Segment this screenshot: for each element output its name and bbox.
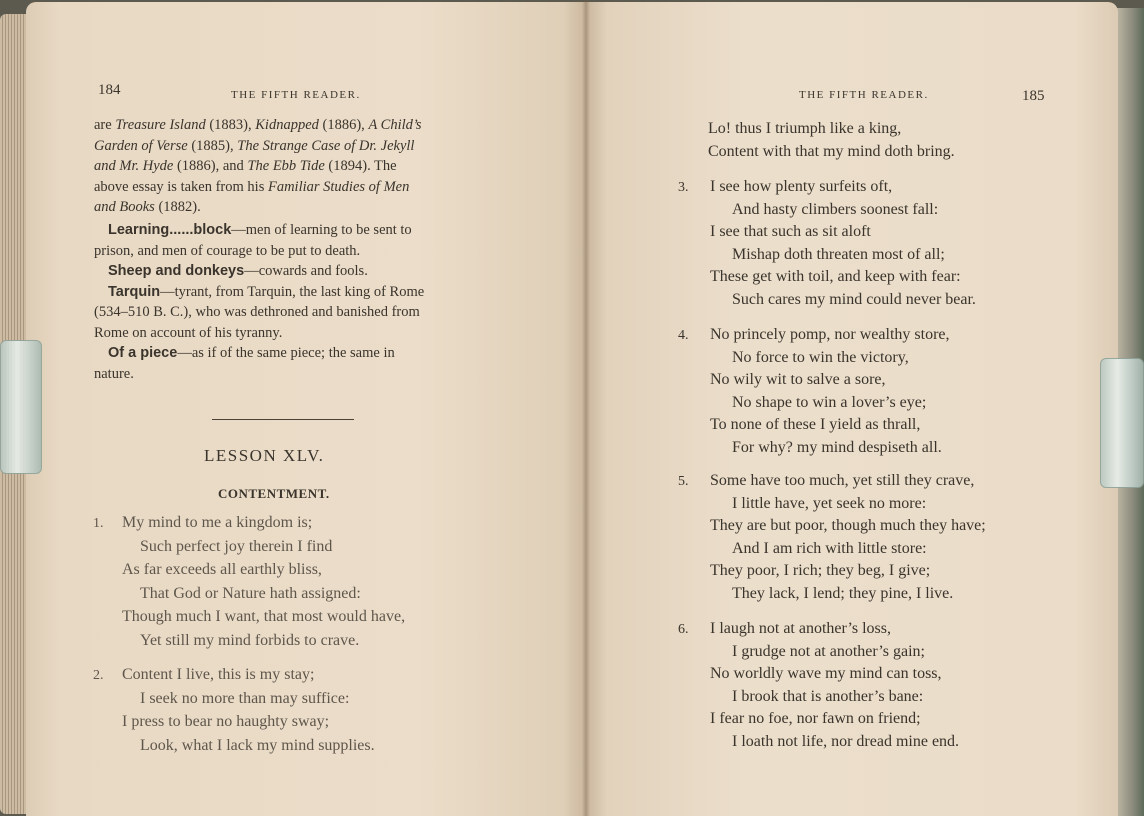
paragraph-line: and Mr. Hyde (1886), and The Ebb Tide (1894). The	[94, 158, 397, 174]
note-line: Sheep and donkeys—cowards and fools.	[108, 263, 368, 279]
verse-line: I see how plenty surfeits oft,	[710, 178, 893, 195]
lesson-title: LESSON XLV.	[204, 446, 325, 465]
verse-line: And I am rich with little store:	[732, 539, 927, 557]
verse-line: Yet still my mind forbids to crave.	[140, 631, 360, 649]
right-page	[586, 2, 1118, 816]
verse-line: Lo! thus I triumph like a king,	[708, 120, 902, 137]
verse-line: They poor, I rich; they beg, I give;	[710, 562, 931, 579]
verse-line: Look, what I lack my mind supplies.	[140, 736, 375, 754]
verse-line: No worldly wave my mind can toss,	[710, 665, 942, 682]
verse-line: Though much I want, that most would have,	[122, 608, 406, 625]
verse-line: I little have, yet seek no more:	[732, 494, 927, 512]
verse-line: Content with that my mind doth bring.	[708, 143, 955, 160]
lesson-subtitle: CONTENTMENT.	[218, 486, 330, 501]
left-page-number: 184	[98, 82, 121, 98]
left-page	[26, 2, 586, 816]
verse-line: That God or Nature hath assigned:	[140, 584, 361, 602]
note-term: Sheep and donkeys	[108, 263, 245, 279]
verse-line: No wily wit to salve a sore,	[710, 371, 886, 388]
verse-line: No force to win the victory,	[732, 348, 909, 366]
stanza-number: 4.	[678, 328, 689, 343]
verse-line: No princely pomp, nor wealthy store,	[710, 326, 950, 343]
verse-line: I seek no more than may suffice:	[140, 689, 350, 707]
verse-line: I laugh not at another’s loss,	[710, 620, 892, 637]
right-page-number: 185	[1022, 88, 1045, 104]
stanza-number: 5.	[678, 474, 689, 489]
paragraph-line: Garden of Verse (1885), The Strange Case of Dr. Jekyll	[94, 137, 415, 154]
stanza-number: 2.	[93, 668, 104, 683]
note-line: prison, and men of courage to be put to death.	[94, 242, 361, 259]
paragraph-line: are Treasure Island (1883), Kidnapped (1886), A Child’s	[94, 117, 422, 133]
verse-line: No shape to win a lover’s eye;	[732, 393, 927, 411]
verse-line: For why? my mind despiseth all.	[732, 438, 942, 456]
note-line: nature.	[94, 365, 134, 382]
verse-line: Mishap doth threaten most of all;	[732, 245, 945, 263]
section-divider	[212, 419, 354, 420]
note-term: Learning......block	[108, 222, 232, 238]
verse-line: I grudge not at another’s gain;	[732, 642, 925, 660]
verse-line: My mind to me a kingdom is;	[122, 514, 313, 531]
verse-line: Some have too much, yet still they crave,	[710, 472, 975, 489]
stanza-number: 1.	[93, 516, 104, 531]
paragraph-line: above essay is taken from his Familiar Studies of Men	[94, 178, 410, 195]
verse-line: I press to bear no haughty sway;	[122, 713, 330, 730]
note-line: Of a piece—as if of the same piece; the same in	[108, 345, 395, 361]
page-clip-left	[0, 340, 42, 474]
note-line: Tarquin—tyrant, from Tarquin, the last king of Rome	[108, 283, 425, 300]
book-gutter	[582, 0, 590, 816]
note-line: (534–510 B. C.), who was dethroned and banished from	[94, 304, 420, 320]
stanza-number: 3.	[678, 180, 689, 195]
verse-line: They are but poor, though much they have;	[710, 517, 986, 534]
left-running-head: THE FIFTH READER.	[231, 89, 361, 101]
verse-line: Such perfect joy therein I find	[140, 537, 333, 555]
verse-line: Content I live, this is my stay;	[122, 666, 315, 683]
verse-line: I loath not life, nor dread mine end.	[732, 732, 960, 750]
verse-line: I fear no foe, nor fawn on friend;	[710, 710, 921, 727]
verse-line: I brook that is another’s bane:	[732, 687, 924, 705]
verse-line: To none of these I yield as thrall,	[710, 416, 921, 433]
note-term: Of a piece	[108, 345, 178, 361]
paragraph-line: and Books (1882).	[94, 199, 201, 215]
right-running-head: THE FIFTH READER.	[799, 89, 929, 101]
note-line: Learning......block—men of learning to be sent to	[108, 222, 412, 238]
verse-line: These get with toil, and keep with fear:	[710, 268, 961, 285]
note-term: Tarquin	[108, 283, 161, 300]
note-line: Rome on account of his tyranny.	[94, 324, 283, 341]
verse-line: And hasty climbers soonest fall:	[732, 200, 939, 218]
stanza-number: 6.	[678, 622, 689, 637]
page-clip-right	[1100, 358, 1144, 488]
verse-line: As far exceeds all earthly bliss,	[122, 561, 322, 578]
verse-line: I see that such as sit aloft	[710, 223, 871, 240]
verse-line: They lack, I lend; they pine, I live.	[732, 584, 954, 602]
verse-line: Such cares my mind could never bear.	[732, 290, 976, 308]
